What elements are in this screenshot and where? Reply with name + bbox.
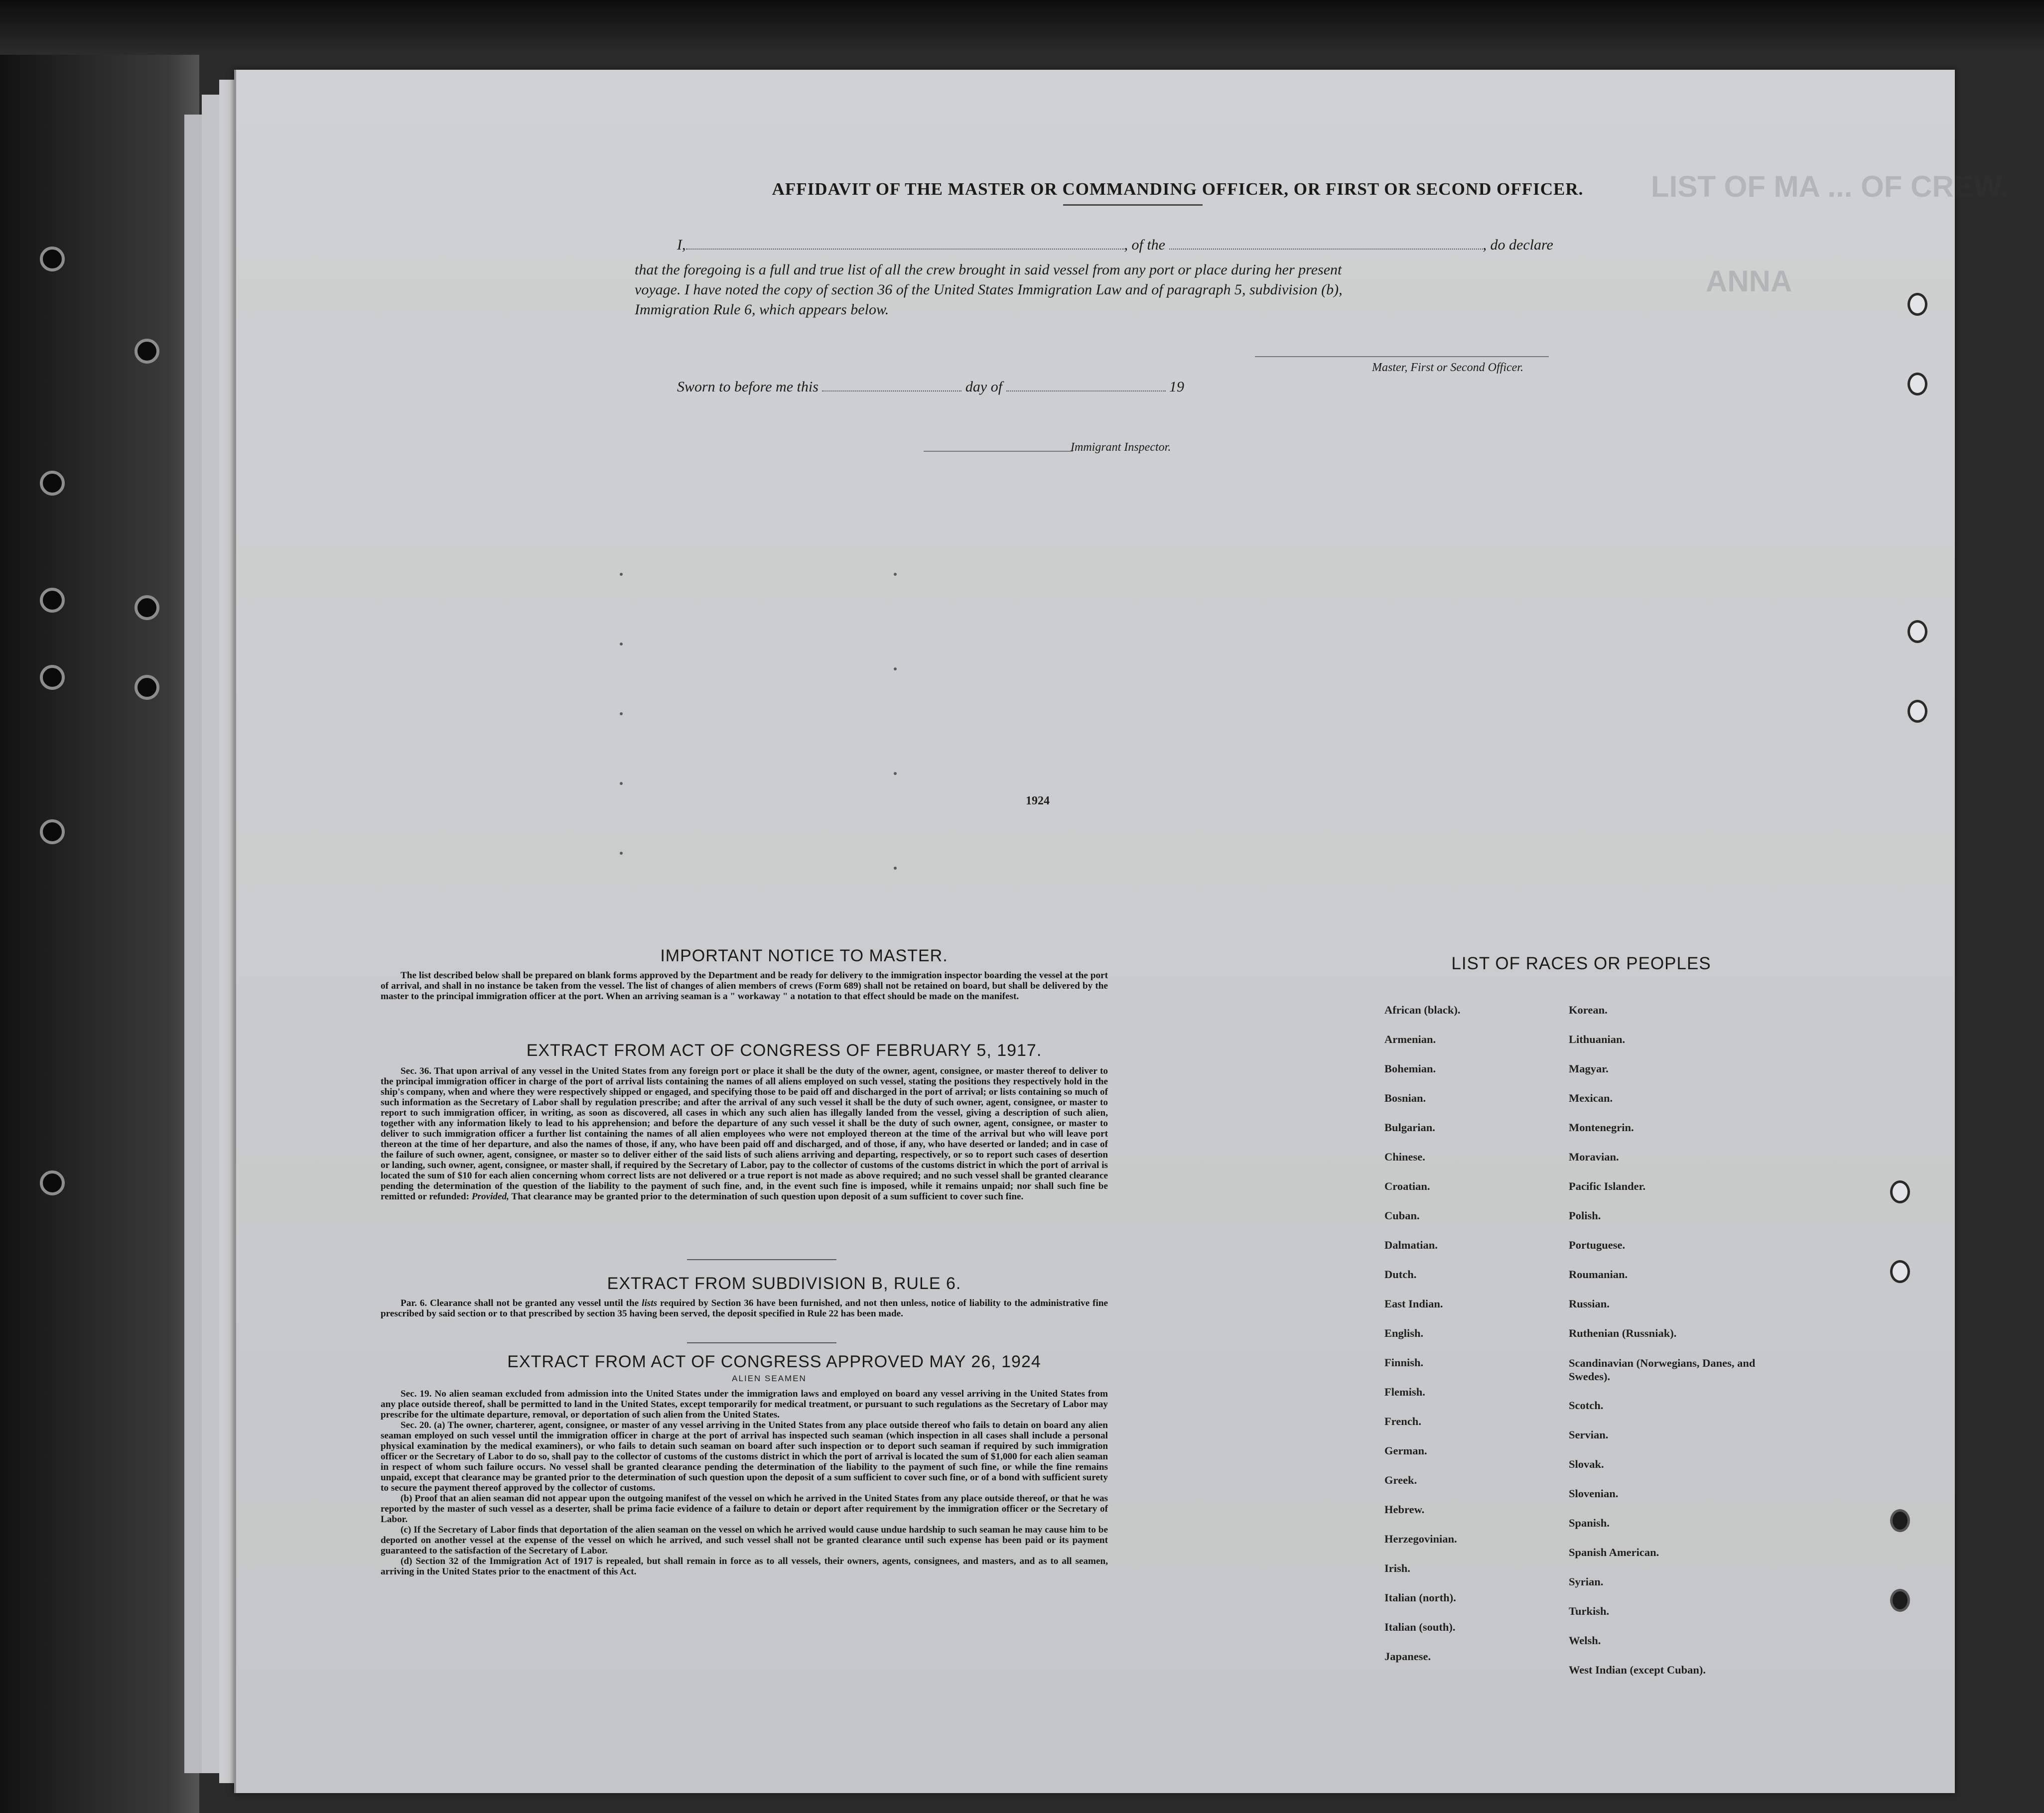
race-item: Roumanian. xyxy=(1569,1268,1628,1281)
declaration-of-the: , of the xyxy=(1124,237,1165,253)
race-item: Scandinavian (Norwegians, Danes, and Swedes). xyxy=(1569,1357,1756,1383)
binder-hole xyxy=(40,1170,65,1195)
sworn-month-blank[interactable] xyxy=(1006,379,1166,391)
bleed-through-title: LIST OF MA ... OF CREW. xyxy=(1651,170,2009,203)
sec-20b-text: (b) Proof that an alien seaman did not appear upon the outgoing manifest of the vessel on which he arrived in the United States from any place outside thereof, or that he was reported by the master of such vessel as a deserter, shall be prima facie evidence of a failure to detain or deport after requirement by the immigration officer or the Secretary of Labor. xyxy=(381,1493,1108,1525)
lists-word: lists xyxy=(642,1298,658,1308)
sworn-day-blank[interactable] xyxy=(822,379,961,391)
declaration-line-1 xyxy=(677,237,1553,254)
master-caption: Master, First or Second Officer. xyxy=(1372,361,1523,374)
race-item: Japanese. xyxy=(1384,1650,1431,1663)
declaration-line-2: that the foregoing is a full and true list of all the crew brought in said vessel from any port or place during her present xyxy=(635,261,1342,278)
name-blank[interactable] xyxy=(686,237,1124,250)
vessel-blank[interactable] xyxy=(1169,237,1483,250)
binder-ring xyxy=(1908,620,1927,643)
race-item: Slovak. xyxy=(1569,1458,1604,1470)
inspector-signature-line[interactable] xyxy=(924,451,1073,452)
binder-hole xyxy=(135,675,159,700)
race-item: Spanish. xyxy=(1569,1517,1610,1529)
race-item: Montenegrin. xyxy=(1569,1121,1634,1134)
races-heading: LIST OF RACES OR PEOPLES xyxy=(1451,954,1711,973)
sec-19-text: No alien seaman excluded from admission into the United States under the immigration laws and employed on board any vessel arriving in the United States from any place outside thereof, shall be permitted to land in the United States, except temporarily for medical treatment, or pursuant to such regulations as the Secretary of Labor may prescribe for the ultimate departure, removal, or deportation of such alien from the United States. xyxy=(381,1389,1108,1420)
binder-hole xyxy=(40,665,65,690)
day-of-label: day of xyxy=(965,379,1003,395)
race-item: Italian (north). xyxy=(1384,1591,1456,1604)
sworn-label: Sworn to before me this xyxy=(677,379,818,395)
race-item: Welsh. xyxy=(1569,1634,1601,1647)
bleed-through-text: ANNA xyxy=(1706,264,1792,298)
race-item: Spanish American. xyxy=(1569,1546,1659,1558)
section-divider xyxy=(687,1342,836,1343)
sec-20c-text: (c) If the Secretary of Labor finds that deportation of the alien seaman on the vessel on which he arrived would cause undue hardship to such seaman he may cause him to be deported on another vessel at the expense of the vessel on which he arrived, and such vessel shall not be granted clearance until such expense has been paid or its payment guaranteed to the satisfaction of the Secretary of Labor. xyxy=(381,1525,1108,1556)
race-item: African (black). xyxy=(1384,1004,1461,1016)
race-item: German. xyxy=(1384,1444,1427,1457)
race-item: Pacific Islander. xyxy=(1569,1180,1646,1192)
section-divider xyxy=(687,1259,836,1260)
sec-36-label: Sec. 36. xyxy=(401,1066,432,1076)
declaration-i: I, xyxy=(677,237,686,253)
extract-1924-heading: EXTRACT FROM ACT OF CONGRESS APPROVED MAY 26, 1924 xyxy=(507,1352,1041,1371)
binder-ring xyxy=(1908,293,1927,316)
scan-background-left xyxy=(0,0,199,1813)
column-mark xyxy=(894,772,897,775)
binder-hole xyxy=(40,819,65,844)
race-item: Ruthenian (Russniak). xyxy=(1569,1327,1677,1339)
race-item: Mexican. xyxy=(1569,1092,1613,1104)
declaration-do-declare: , do declare xyxy=(1483,237,1553,253)
sec-36-text-end: That clearance may be granted prior to the determination of such question upon deposit of a sum sufficient to cover such fine. xyxy=(511,1191,1024,1202)
race-item: Finnish. xyxy=(1384,1356,1424,1369)
race-item: Bohemian. xyxy=(1384,1062,1436,1075)
binder-ring xyxy=(1890,1180,1910,1203)
race-item: Herzegovinian. xyxy=(1384,1533,1457,1545)
provided-label: Provided, xyxy=(471,1191,509,1202)
column-mark xyxy=(620,712,623,715)
race-item: Hebrew. xyxy=(1384,1503,1425,1516)
race-item: Magyar. xyxy=(1569,1062,1609,1075)
scan-background-top xyxy=(0,0,2044,55)
race-item: Dutch. xyxy=(1384,1268,1417,1281)
alien-seamen-subheading: ALIEN SEAMEN xyxy=(732,1374,807,1383)
binder-hole xyxy=(40,588,65,613)
sec-20-label: Sec. 20. xyxy=(401,1420,431,1430)
race-item: Greek. xyxy=(1384,1474,1417,1486)
sec-36-text: That upon arrival of any vessel in the United States from any foreign port or place it shall be the duty of the owner, agent, consignee, or master thereof to deliver to the principal immigration officer in charge of the port of arrival lists containing the names of all aliens employed on such vessel, stating the positions they respectively hold in the ship's company, when and where they were respectively shipped or engaged, and specifying those to be paid off and discharged in the port of arrival; or lists containing so much of such information as the Secretary of Labor shall by regulation prescribe; and after the arrival of any such vessel it shall be the duty of such owner, agent, consignee, or master to report to such immigration officer, in writing, as soon as discovered, all cases in which any such alien has illegally landed from the vessel, giving a description of such alien, together with any information likely to lead to his apprehension; and before the departure of any such vessel it shall be the duty of such owner, agent, consignee, or master to deliver to such immigration officer a further list containing the names of all alien employees who were not employed thereon at the time of the arrival but who will leave port thereon at the time of her departure, and also the names of those, if any, who have been paid off and discharged, and of those, if any, who have deserted or landed; and in case of the failure of such owner, agent, consignee, or master so to deliver either of the said lists of such aliens arriving and departing, respectively, or so to report such cases of desertion or landing, such owner, agent, consignee, or master shall, if required by the Secretary of Labor, pay to the collector of customs of the customs district in which the port of arrival is located the sum of $10 for each alien concerning whom correct lists are not delivered or a true report is not made as above required; and no such vessel shall be granted clearance pending the determination of the question of the liability to the payment of such fine, and, in the event such fine is imposed, while it remains unpaid; nor shall such fine be remitted or refunded: xyxy=(381,1066,1108,1202)
column-mark xyxy=(620,573,623,576)
binder-hole xyxy=(40,247,65,271)
declaration-line-4: Immigration Rule 6, which appears below. xyxy=(635,301,889,318)
binder-hole xyxy=(40,471,65,496)
race-item: East Indian. xyxy=(1384,1297,1443,1310)
extract-1917-body xyxy=(381,1066,1108,1202)
binder-ring xyxy=(1908,373,1927,395)
race-item: Armenian. xyxy=(1384,1033,1436,1045)
notice-body xyxy=(381,970,1108,1002)
binder-hole xyxy=(135,595,159,620)
race-item: Turkish. xyxy=(1569,1605,1610,1617)
race-item: Cuban. xyxy=(1384,1209,1420,1222)
column-mark xyxy=(620,643,623,646)
rule6-text-a: Par. 6. Clearance shall not be granted any vessel until the xyxy=(401,1298,639,1308)
affidavit-title: AFFIDAVIT OF THE MASTER OR COMMANDING OFFICER, OR FIRST OR SECOND OFFICER. xyxy=(772,179,1584,199)
sworn-line xyxy=(677,379,1184,395)
race-item: Syrian. xyxy=(1569,1575,1604,1588)
race-item: West Indian (except Cuban). xyxy=(1569,1664,1706,1676)
race-item: Servian. xyxy=(1569,1428,1609,1441)
extract-1917-heading: EXTRACT FROM ACT OF CONGRESS OF FEBRUARY 5, 1917. xyxy=(526,1041,1042,1060)
race-item: English. xyxy=(1384,1327,1424,1339)
race-item: French. xyxy=(1384,1415,1421,1427)
notice-heading: IMPORTANT NOTICE TO MASTER. xyxy=(660,946,948,965)
race-item: Lithuanian. xyxy=(1569,1033,1626,1045)
race-item: Russian. xyxy=(1569,1297,1610,1310)
race-item: Bosnian. xyxy=(1384,1092,1426,1104)
binder-hole xyxy=(135,339,159,364)
column-mark xyxy=(620,852,623,855)
race-item: Italian (south). xyxy=(1384,1621,1456,1633)
race-item: Chinese. xyxy=(1384,1151,1425,1163)
race-item: Portuguese. xyxy=(1569,1239,1626,1251)
master-signature-line[interactable] xyxy=(1255,356,1549,357)
manifest-page xyxy=(234,70,2009,1793)
title-underline xyxy=(1063,204,1203,206)
column-mark xyxy=(894,667,897,670)
sec-20a-text: (a) The owner, charterer, agent, consignee, or master of any vessel arriving in the United States from any place outside thereof who fails to detain on board any alien seaman employed on such vessel until the immigration officer in charge at the port of arrival has inspected such seaman (which inspection in all cases shall include a personal physical examination by the medical examiners), or who fails to detain such seaman on board after such inspection or to deport such seaman if required by such immigration officer or the Secretary of Labor to do so, shall pay to the collector of customs of the customs district in which the port of arrival is located the sum of $1,000 for each alien seaman in respect of whom such failure occurs. No vessel shall be granted clearance pending the determination of the liability to the payment of such fine, or while the fine remains unpaid, except that clearance may be granted prior to the determination of such question upon the deposit of a sum sufficient to cover such fine, or of a bond with sufficient surety to secure the payment thereof approved by the collector of customs. xyxy=(381,1420,1108,1493)
race-item: Scotch. xyxy=(1569,1399,1604,1412)
binder-ring xyxy=(1890,1589,1910,1612)
race-item: Slovenian. xyxy=(1569,1487,1619,1500)
sec-19-label: Sec. 19. xyxy=(401,1389,432,1399)
stamped-year: 1924 xyxy=(1026,794,1050,807)
sec-20d-text: (d) Section 32 of the Immigration Act of 1917 is repealed, but shall remain in force as to all vessels, their owners, agents, consignees, and masters, and as to all seamen, arriving in the United States prior to the enactment of this Act. xyxy=(381,1556,1108,1577)
race-item: Bulgarian. xyxy=(1384,1121,1435,1134)
notice-text: The list described below shall be prepared on blank forms approved by the Department and be ready for delivery to the immigration inspector boarding the vessel at the port of arrival, and shall in no instance be taken from the vessel. The list of changes of alien members of crews (Form 689) shall not be retained on board, but shall be delivered by the master to the principal immigration officer at the port. When an arriving seaman is a " workaway " a notation to that effect should be made on the manifest. xyxy=(381,970,1108,1002)
race-item: Irish. xyxy=(1384,1562,1410,1574)
column-mark xyxy=(894,867,897,870)
binder-ring xyxy=(1908,700,1927,723)
year-prefix: 19 xyxy=(1169,379,1185,395)
race-item: Flemish. xyxy=(1384,1386,1425,1398)
race-item: Croatian. xyxy=(1384,1180,1430,1192)
extract-1924-body xyxy=(381,1389,1108,1577)
declaration-line-3: voyage. I have noted the copy of section 36 of the United States Immigration Law and of paragraph 5, subdivision (b), xyxy=(635,281,1343,298)
race-item: Dalmatian. xyxy=(1384,1239,1438,1251)
binder-ring xyxy=(1890,1260,1910,1283)
extract-rule6-body xyxy=(381,1298,1108,1319)
rule6-text-b: required by Section 36 have been furnished, and not then unless, notice of liability to the administrative fine prescribed by said section or to that prescribed by section 35 having been served, the deposit specified in Rule 22 has been made. xyxy=(381,1298,1108,1319)
race-item: Moravian. xyxy=(1569,1151,1619,1163)
column-mark xyxy=(620,782,623,785)
race-item: Korean. xyxy=(1569,1004,1608,1016)
extract-rule6-heading: EXTRACT FROM SUBDIVISION B, RULE 6. xyxy=(607,1274,961,1293)
binder-ring xyxy=(1890,1509,1910,1532)
inspector-caption: Immigrant Inspector. xyxy=(1071,441,1171,454)
column-mark xyxy=(894,573,897,576)
race-item: Polish. xyxy=(1569,1209,1601,1222)
